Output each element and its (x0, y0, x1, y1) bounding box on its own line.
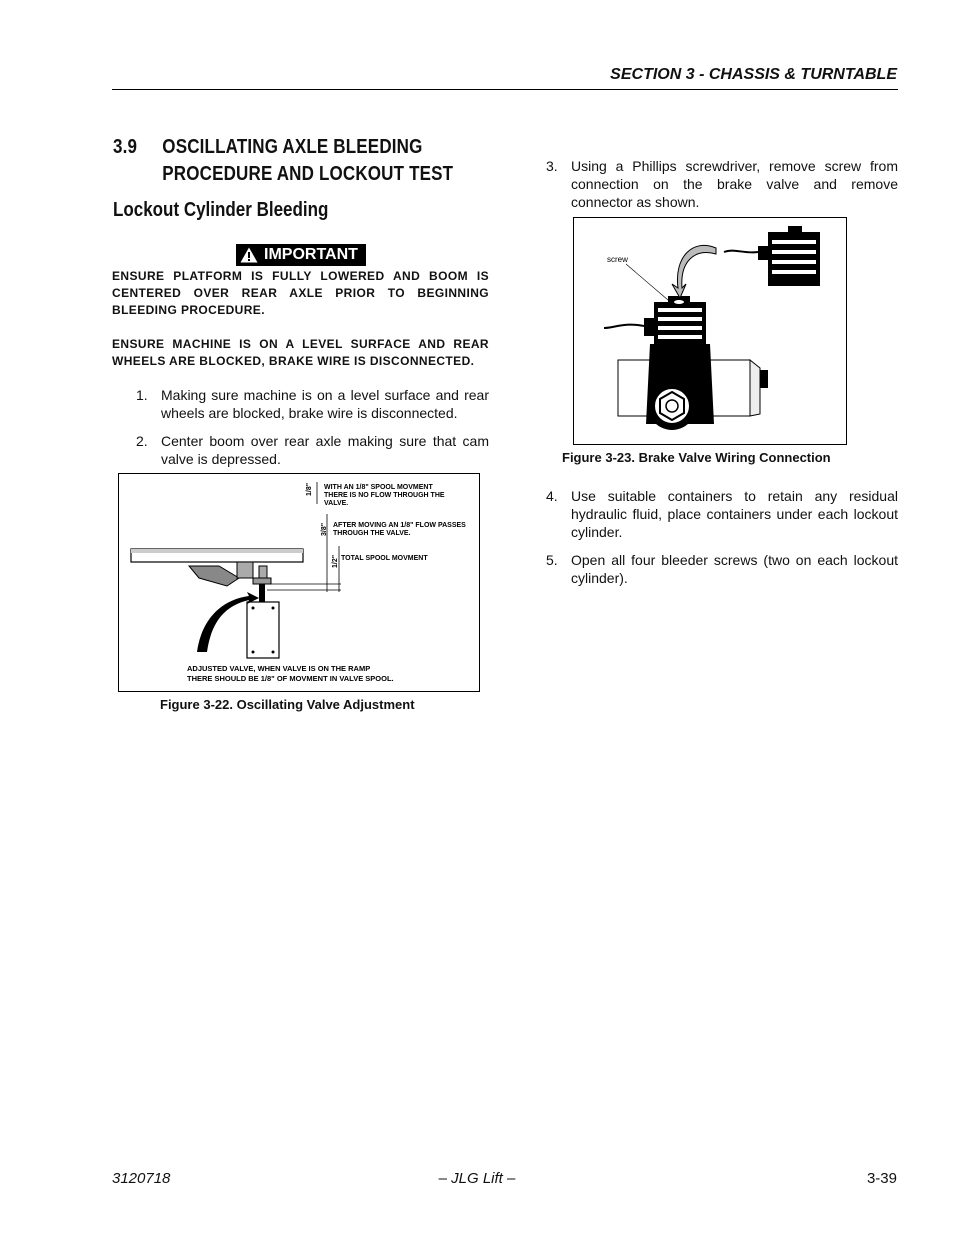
dim-label-3-8: 3/8" (321, 522, 328, 536)
step-text: Making sure machine is on a level surface and rear wheels are blocked, brake wire is disconnected. (161, 387, 489, 421)
step-text: Open all four bleeder screws (two on each lockout cylinder). (571, 552, 898, 586)
step-number: 1. (136, 387, 148, 403)
annotation-text: WITH AN 1/8" SPOOL MOVMENT (324, 484, 433, 491)
step-4 (546, 487, 898, 543)
annotation-text: AFTER MOVING AN 1/8" FLOW PASSES (333, 522, 466, 529)
dim-label-1-2: 1/2" (332, 554, 339, 568)
important-banner (236, 244, 366, 266)
important-label: IMPORTANT (264, 246, 358, 263)
step-text: Center boom over rear axle making sure that cam valve is depressed. (161, 433, 489, 467)
dim-label-1-8: 1/8" (306, 482, 313, 496)
bottom-note-line2: THERE SHOULD BE 1/8" OF MOVMENT IN VALVE SPOOL. (187, 674, 394, 683)
step-2 (136, 432, 489, 472)
footer-page-number: 3-39 (866, 1170, 897, 1187)
step-text: Use suitable containers to retain any residual hydraulic fluid, place containers under each lockout cylinder. (571, 488, 898, 540)
section-number: 3.9 (113, 136, 138, 158)
header-rule (112, 89, 898, 90)
subsection-heading: Lockout Cylinder Bleeding (113, 199, 329, 221)
step-number: 2. (136, 433, 148, 449)
step-text: Using a Phillips screwdriver, remove screw from connection on the brake valve and remove connector as shown. (571, 158, 898, 210)
valve-adjustment-diagram (119, 474, 479, 691)
step-number: 4. (546, 488, 558, 504)
annotation-text: THERE IS NO FLOW THROUGH THE (324, 492, 445, 499)
figure-brake-valve (573, 217, 847, 445)
annotation-text: VALVE. (324, 500, 349, 507)
annotation-text: THROUGH THE VALVE. (333, 530, 411, 537)
annotation-text: TOTAL SPOOL MOVMENT (341, 555, 428, 562)
warning-icon (240, 247, 258, 263)
section-header: SECTION 3 - CHASSIS & TURNTABLE (610, 66, 897, 83)
footer-doc-number: 3120718 (112, 1170, 171, 1187)
step-number: 3. (546, 158, 558, 174)
footer-brand: – JLG Lift – (438, 1170, 516, 1187)
section-title-line1: OSCILLATING AXLE BLEEDING (162, 136, 423, 158)
step-number: 5. (546, 552, 558, 568)
important-note-2: ENSURE MACHINE IS ON A LEVEL SURFACE AND REAR WHEELS ARE BLOCKED, BRAKE WIRE IS DISCONNECTED. (112, 337, 489, 368)
step-1 (136, 386, 489, 426)
figure-22-caption: Figure 3-22. Oscillating Valve Adjustment (160, 697, 415, 712)
step-3 (546, 157, 898, 213)
step-5 (546, 551, 898, 591)
bottom-note-line1: ADJUSTED VALVE, WHEN VALVE IS ON THE RAMP (187, 664, 371, 673)
brake-valve-drawing (574, 218, 846, 444)
section-title-line2: PROCEDURE AND LOCKOUT TEST (162, 163, 454, 185)
figure-23-caption: Figure 3-23. Brake Valve Wiring Connection (562, 450, 831, 465)
figure-oscillating-valve (118, 473, 480, 692)
section-heading (113, 134, 453, 188)
screw-label: screw (607, 255, 628, 264)
important-note-1: ENSURE PLATFORM IS FULLY LOWERED AND BOOM IS CENTERED OVER REAR AXLE PRIOR TO BEGINNING BLEEDING PROCEDURE. (112, 269, 489, 317)
